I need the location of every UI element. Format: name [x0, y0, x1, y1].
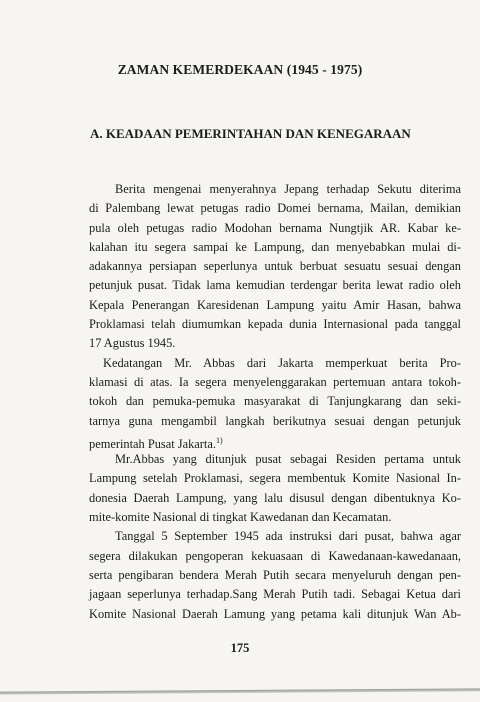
- paragraph-2: [89, 354, 461, 450]
- text-line: Lampung setelah Proklamasi, segera membentuk Komite Nasional In-: [89, 471, 461, 486]
- text-line: klamasi di atas. Ia segera menyelenggarakan pertemuan antara tokoh-: [89, 374, 461, 389]
- text-line: jagaan seperlunya terhadap.Sang Merah Putih tadi. Sebagai Ketua dari: [89, 587, 461, 602]
- text-line: Kedatangan Mr. Abbas dari Jakarta memperkuat berita Pro-: [103, 355, 461, 370]
- text-line: tarnya guna mengambil langkah berikutnya sesuai dengan petunjuk: [89, 413, 461, 428]
- chapter-title: ZAMAN KEMERDEKAAN (1945 - 1975): [117, 62, 363, 77]
- text-line: kalahan itu segera sampai ke Lampung, dan menyebabkan mulai di-: [89, 239, 461, 254]
- text-line: tokoh dan pemuka-pemuka masyarakat di Tanjungkarang dan seki-: [89, 394, 461, 409]
- paragraph-4: [89, 527, 461, 623]
- text-line: petunjuk pusat. Tidak lama kemudian terdengar berita lewat radio oleh: [89, 278, 461, 293]
- text-line: donesia Daerah Lampung, yang lalu disusul dengan dibentuknya Ko-: [89, 490, 461, 505]
- body-text: [89, 180, 461, 624]
- paragraph-1: [89, 180, 461, 354]
- text-line: pula oleh petugas radio Modohan bernama Nungtjik AR. Kabar ke-: [89, 220, 461, 235]
- text-line: segera dilakukan pengoperan kekuasaan di Kawedanaan-kawedanaan,: [89, 548, 461, 563]
- paragraph-3: [89, 450, 461, 527]
- text-line-with-footnote: [89, 431, 461, 450]
- text-line: serta pengibaran bendera Merah Putih secara menyeluruh dengan pen-: [89, 567, 461, 582]
- text-line: di Palembang lewat petugas radio Domei bernama, Mailan, demikian: [89, 201, 461, 216]
- page-bottom-edge: [0, 688, 480, 694]
- text-line: Proklamasi telah diumumkan kepada dunia Internasional pada tanggal: [89, 317, 461, 332]
- text-line: adakannya persiapan seperlunya untuk berbuat sesuatu sesuai dengan: [89, 259, 461, 274]
- footnote-marker: 1): [215, 435, 223, 445]
- text-line: mite-komite Nasional di tingkat Kawedanan dan Kecamatan.: [89, 510, 392, 525]
- text-line: 17 Agustus 1945.: [89, 336, 176, 351]
- page-number: 175: [230, 641, 250, 655]
- text-line: Berita mengenai menyerahnya Jepang terhadap Sekutu diterima: [115, 182, 461, 196]
- text-line: Komite Nasional Daerah Lamung yang petama kali ditunjuk Wan Ab-: [89, 606, 461, 621]
- text-line: Mr.Abbas yang ditunjuk pusat sebagai Residen pertama untuk: [115, 452, 461, 467]
- text-line: Tanggal 5 September 1945 ada instruksi dari pusat, bahwa agar: [115, 529, 461, 544]
- text-line: Kepala Penerangan Karesidenan Lampung yaitu Amir Hasan, bahwa: [89, 297, 461, 312]
- section-heading: A. KEADAAN PEMERINTAHAN DAN KENEGARAAN: [90, 126, 411, 141]
- text-line: pemerintah Pusat Jakarta.: [89, 436, 216, 451]
